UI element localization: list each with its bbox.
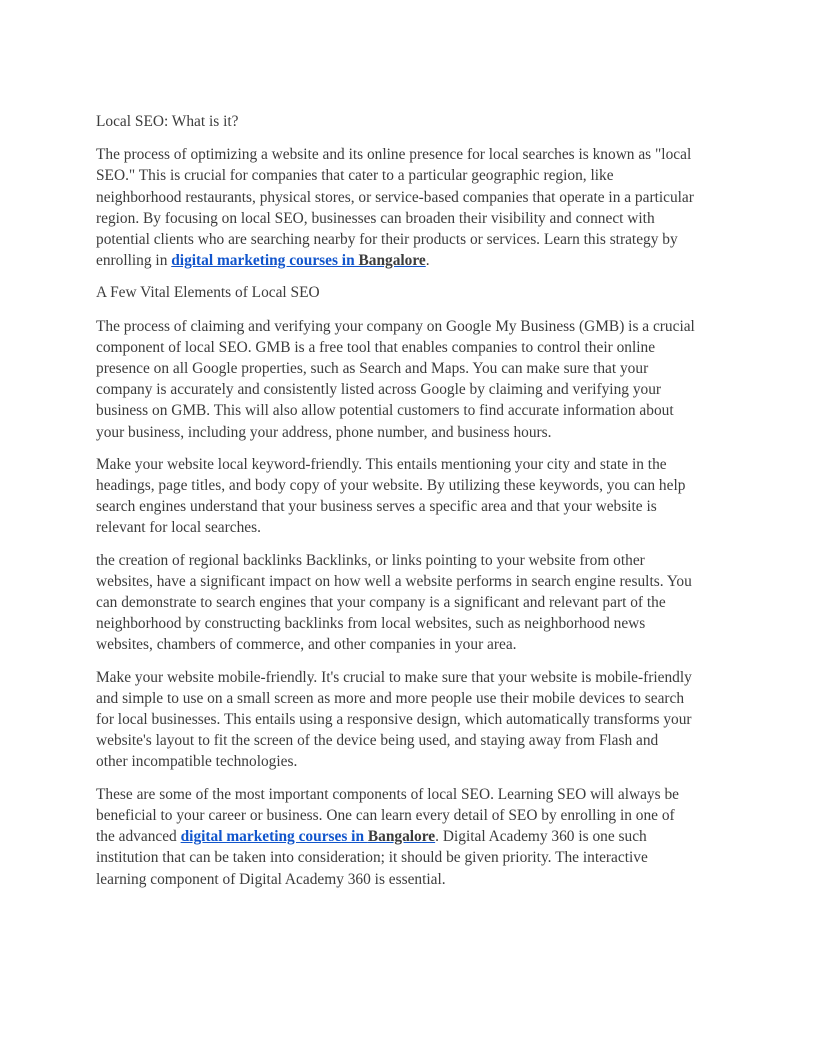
link-text-tail: Bangalore <box>358 252 426 270</box>
link-text: digital marketing courses in <box>180 828 368 846</box>
paragraph-intro <box>96 144 728 271</box>
paragraph-conclusion-text: These are some of the most important components of local SEO. Learning SEO will always be beneficial to your career or business. One can learn every detail of SEO by enrolling in one of the advanced <box>96 785 679 846</box>
document-body <box>96 111 728 901</box>
paragraph-intro-end: . <box>425 252 430 270</box>
paragraph-mobile: Make your website mobile-friendly. It's crucial to make sure that your website is mobile-friendly and simple to use on a small screen as more and more people use their mobile devices to search for local businesses. This entails using a responsive design, which automatically transforms your website's layout to fit the screen of the device being used, and staying away from Flash and other incompatible technologies. <box>96 668 692 771</box>
section-heading-what-is-local-seo: Local SEO: What is it? <box>96 113 239 130</box>
paragraph-backlinks: the creation of regional backlinks Backlinks, or links pointing to your website from other websites, have a significant impact on how well a website performs in search engine results. You can demonstrate to search engines that your company is a significant and relevant part of the neighborhood by constructing backlinks from local websites, such as neighborhood news websites, chambers of commerce, and other companies in your area. <box>96 551 692 654</box>
paragraph-conclusion-end: . Digital Academy 360 is one such institution that can be taken into consideration; it should be given priority. The interactive learning component of Digital Academy 360 is essential. <box>96 828 648 888</box>
paragraph-intro-text: The process of optimizing a website and its online presence for local searches is known as "local SEO." This is crucial for companies that cater to a particular geographic region, like neighborhood restaurants, physical stores, or service-based companies that operate in a particular region. By focusing on local SEO, businesses can broaden their visibility and connect with potential clients who are searching nearby for their products or services. Learn this strategy by enrolling in <box>96 146 694 270</box>
link-text-tail: Bangalore <box>367 828 436 846</box>
link-text: digital marketing courses in <box>171 252 359 270</box>
paragraph-gmb: The process of claiming and verifying your company on Google My Business (GMB) is a crucial component of local SEO. GMB is a free tool that enables companies to control their online presence on all Google properties, such as Search and Maps. You can make sure that your company is accurately and consistently listed across Google by claiming and verifying your business on GMB. This will also allow potential customers to find accurate information about your business, including your address, phone number, and business hours. <box>96 317 695 441</box>
section-heading-vital-elements: A Few Vital Elements of Local SEO <box>96 284 320 302</box>
paragraph-conclusion <box>96 784 728 890</box>
digital-marketing-courses-link-2[interactable] <box>181 828 436 845</box>
digital-marketing-courses-link-1[interactable] <box>171 252 426 269</box>
paragraph-keywords: Make your website local keyword-friendly. This entails mentioning your city and state in the headings, page titles, and body copy of your website. By utilizing these keywords, you can help search engines understand that your business serves a specific area and that your website is relevant for local searches. <box>96 455 686 537</box>
